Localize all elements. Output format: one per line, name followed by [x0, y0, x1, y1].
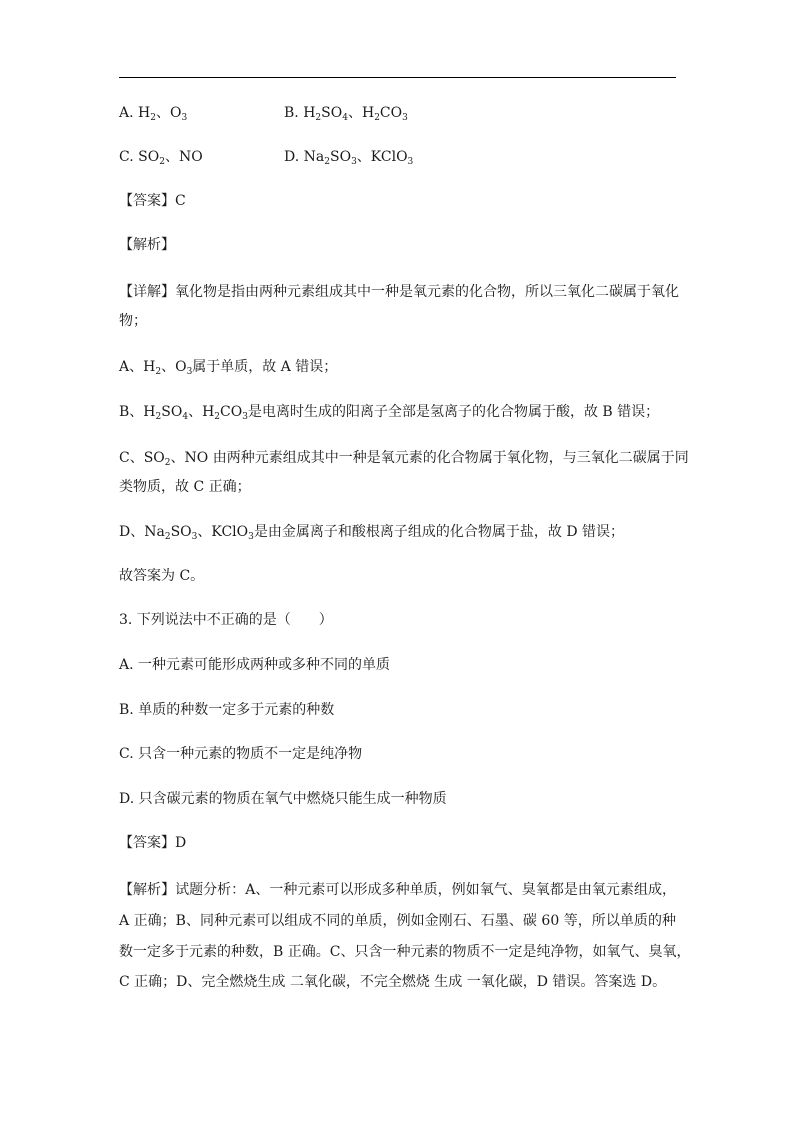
- q2-explain-c: C、$SO_2$、NO 由两种元素组成其中一种是氧元素的化合物属于氧化物，与三氧化二碳属于同: [119, 450, 689, 468]
- q2-detail-line2: 物；: [119, 313, 147, 329]
- q3-option-d: D. 只含碳元素的物质在氧气中燃烧只能生成一种物质: [119, 791, 447, 807]
- q2-explain-c-line2: 类物质，故 C 正确；: [119, 479, 251, 495]
- q3-option-c: C. 只含一种元素的物质不一定是纯净物: [119, 746, 363, 762]
- option-c: C. $SO_2$、NO: [119, 149, 203, 167]
- option-b: B. $H_2SO_4$、$H_2CO_3$: [284, 105, 408, 123]
- q3-option-b: B. 单质的种数一定多于元素的种数: [119, 702, 335, 718]
- option-a: A. $H_2$、$O_3$: [119, 105, 188, 123]
- q3-analysis-line4: C 正确；D、完全燃烧生成 二氧化碳，不完全燃烧 生成 一氧化碳，D 错误。答案选 D。: [119, 974, 667, 990]
- q3-analysis-line2: A 正确；B、同种元素可以组成不同的单质，例如金刚石、石墨、碳 60 等，所以单质的种: [119, 913, 676, 929]
- q3-analysis-line3: 数一定多于元素的种数，B 正确。C、只含一种元素的物质不一定是纯净物，如氧气、臭氧，: [119, 944, 691, 960]
- q3-analysis-line1: 【解析】试题分析：A、一种元素可以形成多种单质，例如氧气、臭氧都是由氧元素组成，: [119, 882, 676, 898]
- q2-detail-line1: 【详解】氧化物是指由两种元素组成其中一种是氧元素的化合物，所以三氧化二碳属于氧化: [119, 284, 679, 300]
- q2-analysis-title: 【解析】: [119, 237, 175, 253]
- q3-option-a: A. 一种元素可能形成两种或多种不同的单质: [119, 657, 391, 673]
- q2-explain-b: B、$H_2SO_4$、$H_2CO_3$是电离时生成的阳离子全部是氢离子的化合物属于酸，故 B 错误；: [119, 404, 660, 422]
- q2-explain-d: D、$Na_2SO_3$、KClO$_3$是由金属离子和酸根离子组成的化合物属于盐，故 D 错误；: [119, 524, 624, 542]
- q2-explain-a: A、$H_2$、$O_3$属于单质，故 A 错误；: [119, 359, 338, 377]
- header-rule: [119, 77, 676, 78]
- option-d: D. $Na_2SO_3$、KClO$_3$: [284, 149, 414, 167]
- q3-answer: 【答案】D: [119, 835, 187, 851]
- q2-conclusion: 故答案为 C。: [119, 568, 205, 584]
- q2-answer: 【答案】C: [119, 193, 186, 209]
- q3-stem: 3. 下列说法中不正确的是（ ）: [119, 612, 333, 628]
